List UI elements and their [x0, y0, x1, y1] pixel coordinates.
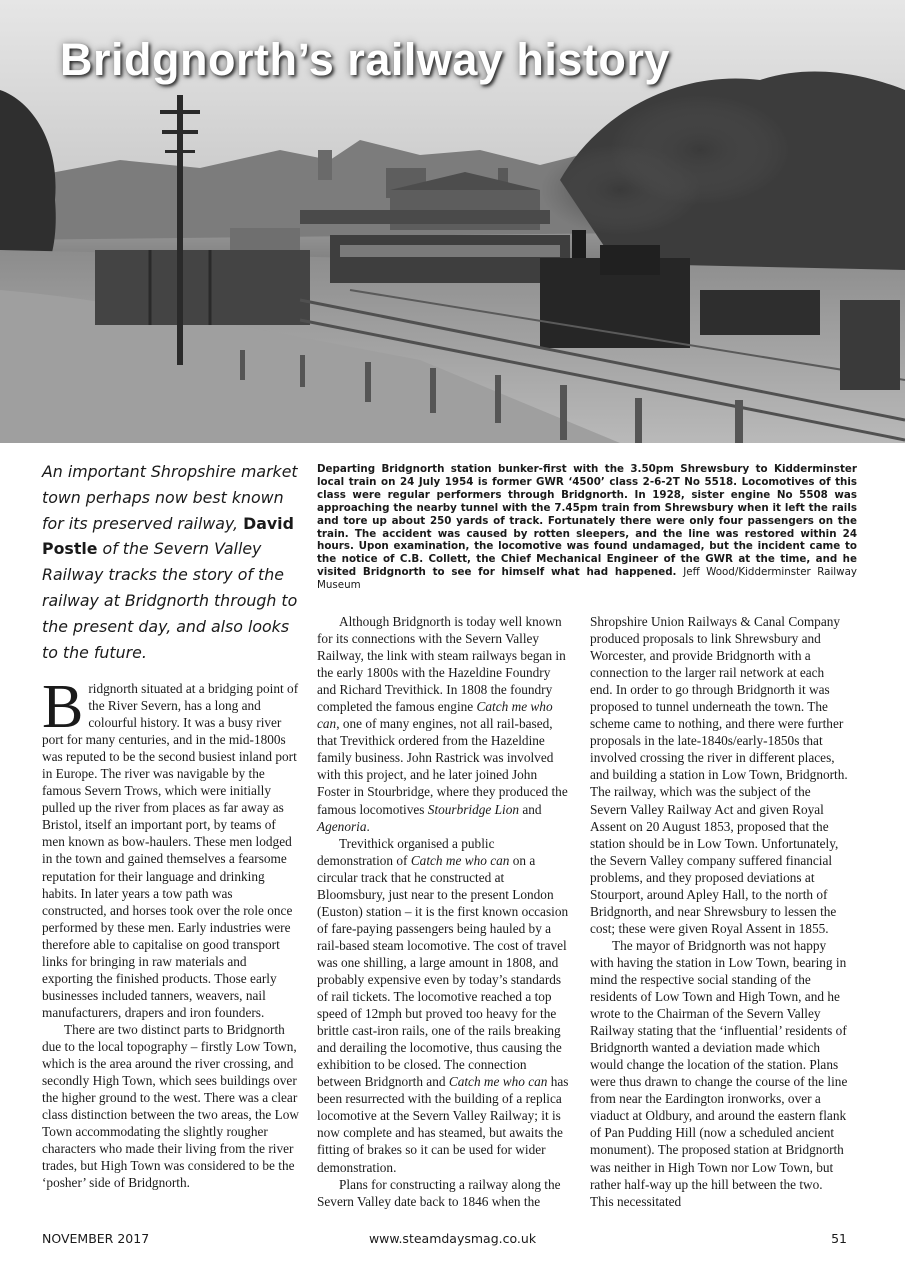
body-column-3 [590, 613, 848, 1210]
body-column-1 [42, 673, 299, 1191]
italic-title: Agenoria [317, 818, 367, 834]
page-footer [0, 1228, 905, 1250]
paragraph: The mayor of Bridgnorth was not happy with having the station in Low Town, bearing in mind the respective social standing of the residents of Low Town and High Town, and he wrote to the Chairman of the Severn Valley Railway stating that the ‘influential’ residents of Bridgnorth wanted a deviation made which would change the location of the station. Plans were thus drawn to change the course of the line from near the Eardington ironworks, over a viaduct at Oldbury, and around the eastern flank of Pan Pudding Hill (now a scheduled ancient monument). The proposed station at Bridgnorth was neither in High Town nor Low Town, but rather half-way up the hill between the two. This necessitated [590, 937, 848, 1209]
paragraph-text: has been resurrected with the building of a replica locomotive at the Severn Valley Railway; it is now complete and has steamed, but awaits the fitting of brakes so it can be used for wider demonstration. [317, 1074, 569, 1175]
paragraph: Plans for constructing a railway along the Severn Valley date back to 1846 when the [317, 1176, 561, 1209]
italic-title: Catch me who can [317, 699, 553, 732]
italic-title: Catch me who can [410, 852, 510, 868]
paragraph-text: . [366, 818, 370, 834]
paragraph-text: on a circular track that he constructed at Bloomsbury, just near to the present London (Euston) station – it is the first known occasion of fare-paying passengers being hauled by a rail-based steam locomotive. The cost of travel was one shilling, a large amount in 1808, and probably expensive even by today’s standards of rail tickets. The locomotive reached a top speed of 12mph but proved too heavy for the brittle cast-iron rails, one of the rails breaking and derailing the locomotive, thus causing the exhibition to be closed. The connection between Bridgnorth and [317, 852, 569, 1090]
standfirst-intro: An important Shropshire market town perhaps now best known for its preserved railway, [42, 462, 298, 533]
website-url[interactable]: www.steamdaysmag.co.uk [368, 1231, 537, 1246]
italic-title: Stourbridge Lion [427, 801, 520, 817]
issue-date: NOVEMBER 2017 [42, 1231, 150, 1246]
body-column-2 [317, 613, 570, 1210]
paragraph-text: and [519, 801, 542, 817]
standfirst [42, 459, 302, 665]
caption-text: Departing Bridgnorth station bunker-first with the 3.50pm Shrewsbury to Kidderminster local train on 24 July 1954 is former GWR ‘4500’ class 2-6-2T No 5518. Locomotives of this class were regular performers through Bridgnorth. In 1928, sister engine No 5508 was approaching the nearby tunnel with the 7.45pm train from Shrewsbury when it left the rails and tore up about 250 yards of track. Fortunately there were only four passengers on the train. The accident was caused by rotten sleepers, and the line was restored within 24 hours. Upon examination, the locomotive was found undamaged, but the incident came to the notice of C.B. Collett, the Chief Mechanical Engineer of the GWR at the time, and he visited Bridgnorth to see for himself what had happened. [317, 463, 857, 579]
article-title: Bridgnorth’s railway history [60, 34, 670, 85]
hero-photo [0, 0, 905, 443]
photo-caption [317, 463, 857, 592]
paragraph-text: ridgnorth situated at a bridging point of the River Severn, has a long and colourful history. It was a busy river port for many centuries, and in the mid-1800s was reputed to be the second busiest inland port in Europe. The river was navigable by the famous Severn Trows, which were initially pulled up the river from places as far away as Bristol, itself an important port, by teams of men known as bow-haulers. These men lodged in the town and gained themselves a fearsome reputation for their language and drinking habits. In later years a tow path was constructed, and horses took over the role once performed by these men. Early industries were therefore able to capitalise on good transport links for bringing in raw materials and exporting the finished products. Those early businesses included tanners, weavers, nail manufacturers, drapers and iron founders. [42, 681, 299, 1020]
page-number: 51 [831, 1231, 847, 1246]
author-name: David Postle [42, 513, 294, 559]
paragraph [317, 613, 570, 835]
paragraph [42, 673, 299, 1021]
paragraph: There are two distinct parts to Bridgnorth due to the local topography – firstly Low Town, which is the area around the river crossing, and secondly High Town, which sees buildings over the higher ground to the west. There was a clear class distinction between the two areas, the Low Town accommodating the slightly rougher characters who made their living from the river trades, but High Town was considered to be the ‘posher’ side of Bridgnorth. [42, 1021, 299, 1191]
photo-credit: Jeff Wood/Kidderminster Railway Museum [317, 566, 857, 592]
italic-title: Catch me who can [448, 1074, 548, 1090]
paragraph-text: Trevithick organised a public demonstration of [317, 835, 495, 868]
paragraph: Shropshire Union Railways & Canal Company produced proposals to link Shrewsbury and Worcester, and provide Bridgnorth with a connection to the larger rail network at each end. In order to go through Bridgnorth it was proposed to tunnel underneath the town. The scheme came to nothing, and there were further proposals in the late-1840s/early-1850s that involved crossing the river in different places, and building a station in Low Town, Bridgnorth. The railway, which was the subject of the Severn Valley Railway Act and given Royal Assent on 20 August 1853, proposed that the station should be in Low Town. Unfortunately, the Severn Valley company suffered financial problems, and they proposed deviations at Stourport, around Apley Hall, to the north of Bridgnorth, and near Shrewsbury to lessen the cost; these were given Royal Assent in 1855. [590, 614, 848, 936]
paragraph [317, 835, 570, 1176]
paragraph-text: Although Bridgnorth is today well known for its connections with the Severn Valley Railway, the link with steam railways began in the early 1800s with the Hazeldine Foundry and Richard Trevithick. In 1808 the foundry completed the famous engine [317, 614, 566, 715]
paragraph-text: , one of many engines, not all rail-based, that Trevithick ordered from the Hazeldine family business. John Rastrick was involved with this project, and he later joined John Foster in Stourbridge, where they produced the famous locomotives [317, 716, 568, 817]
drop-cap: B [42, 673, 84, 741]
standfirst-rest: of the Severn Valley Railway tracks the story of the railway at Bridgnorth through to the present day, and also looks to the future. [42, 539, 298, 662]
